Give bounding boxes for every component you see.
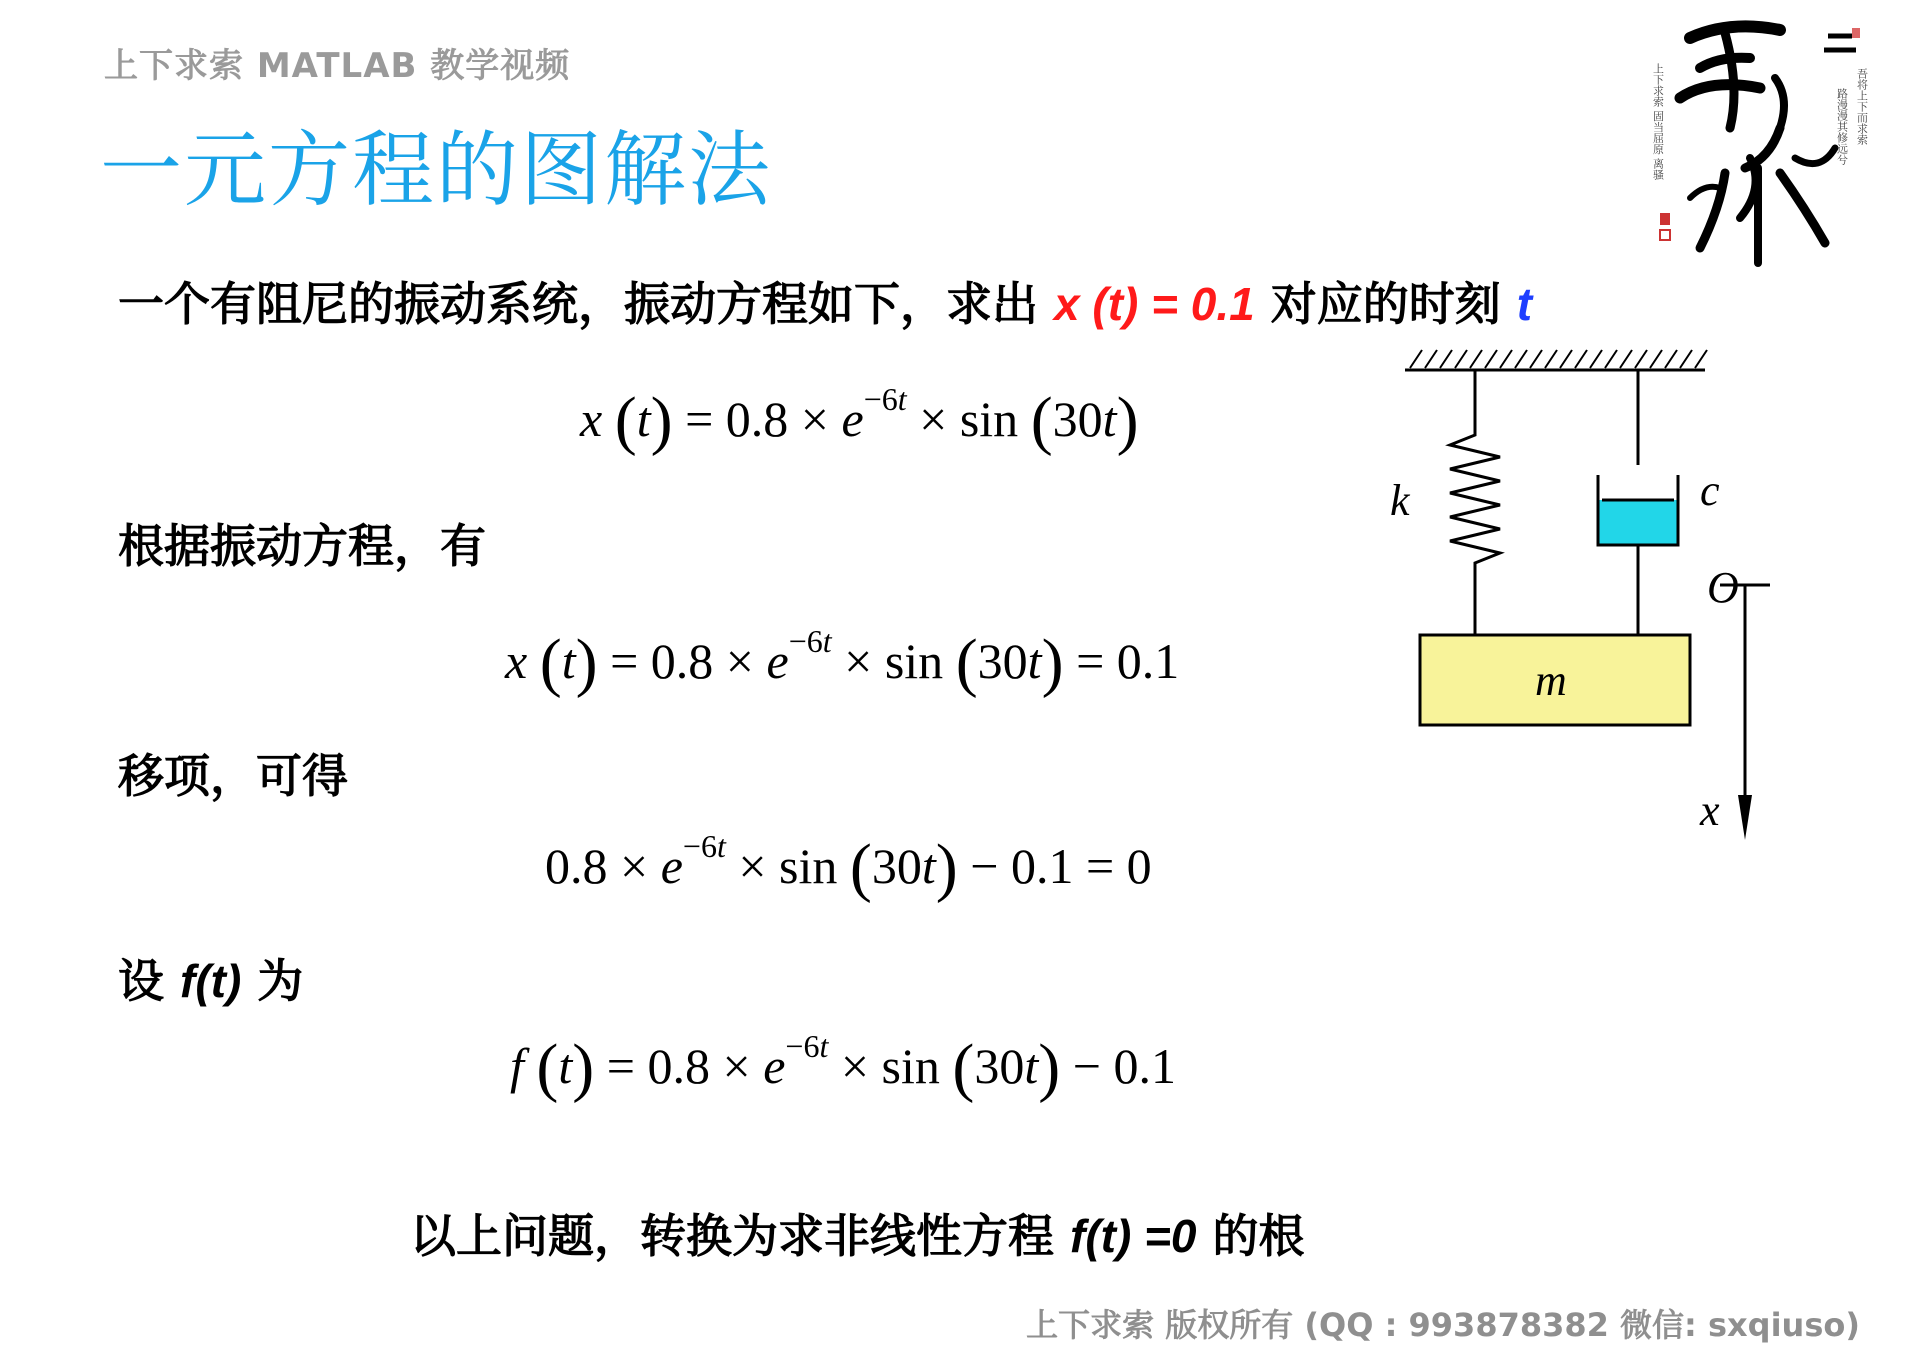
ceiling-hatch: [1410, 350, 1707, 368]
x-axis-arrow: [1738, 795, 1752, 840]
step-3-text: 设 f(t) 为: [118, 954, 304, 1008]
spring-mass-damper-diagram: [1370, 340, 1830, 860]
seal-inscription-right: 路漫漫其修远兮: [1835, 88, 1849, 165]
equation-2: x $(t) = 0.8 \times e^{-6t} \times \sin (30t) = 0.1$: [505, 623, 1180, 699]
equation-3: $0.8 \times e^{-6t} \times \sin (30t) - 0.1 = 0$: [545, 828, 1152, 904]
origin-label: O: [1707, 563, 1739, 612]
step-2-text: 移项，可得: [118, 749, 348, 803]
axis-label: x: [1700, 786, 1720, 835]
header-caption: 上下求索 MATLAB 教学视频: [104, 46, 571, 86]
footer-copyright: 上下求索 版权所有 (QQ : 993878382 微信: sxqiuso): [1026, 1306, 1860, 1344]
damper-fluid: [1598, 500, 1678, 545]
step-3-function: f(t): [180, 955, 242, 1007]
problem-condition: x (t) = 0.1: [1054, 278, 1255, 330]
problem-middle: 对应的时刻: [1254, 277, 1517, 331]
calligraphy-seal-logo: [1630, 8, 1890, 273]
problem-prefix: 一个有阻尼的振动系统，振动方程如下，求出: [118, 277, 1055, 331]
seal-inscription-left: 上下求索 固当屈原 离骚: [1651, 63, 1665, 180]
svg-text:吾将上下而求索: 吾将上下而求索: [1855, 68, 1869, 145]
conclusion-text: 以上问题，转换为求非线性方程 f(t) =0 的根: [410, 1209, 1305, 1263]
problem-variable: t: [1516, 278, 1533, 330]
equation-1: x $(t) = 0.8 \times e^{-6t} \times \sin (30t)$: [580, 381, 1139, 457]
mass-label: m: [1535, 656, 1567, 705]
slide-title: 一元方程的图解法: [100, 123, 773, 218]
problem-statement: [118, 268, 1532, 334]
spring-label: k: [1390, 476, 1410, 525]
spring: [1450, 370, 1500, 635]
conclusion-function: f(t) =0: [1070, 1210, 1197, 1262]
equation-4: f $(t) = 0.8 \times e^{-6t} \times \sin (30t) - 0.1$: [510, 1028, 1176, 1104]
damper-label: c: [1700, 466, 1720, 515]
step-1-text: 根据振动方程，有: [118, 519, 486, 573]
